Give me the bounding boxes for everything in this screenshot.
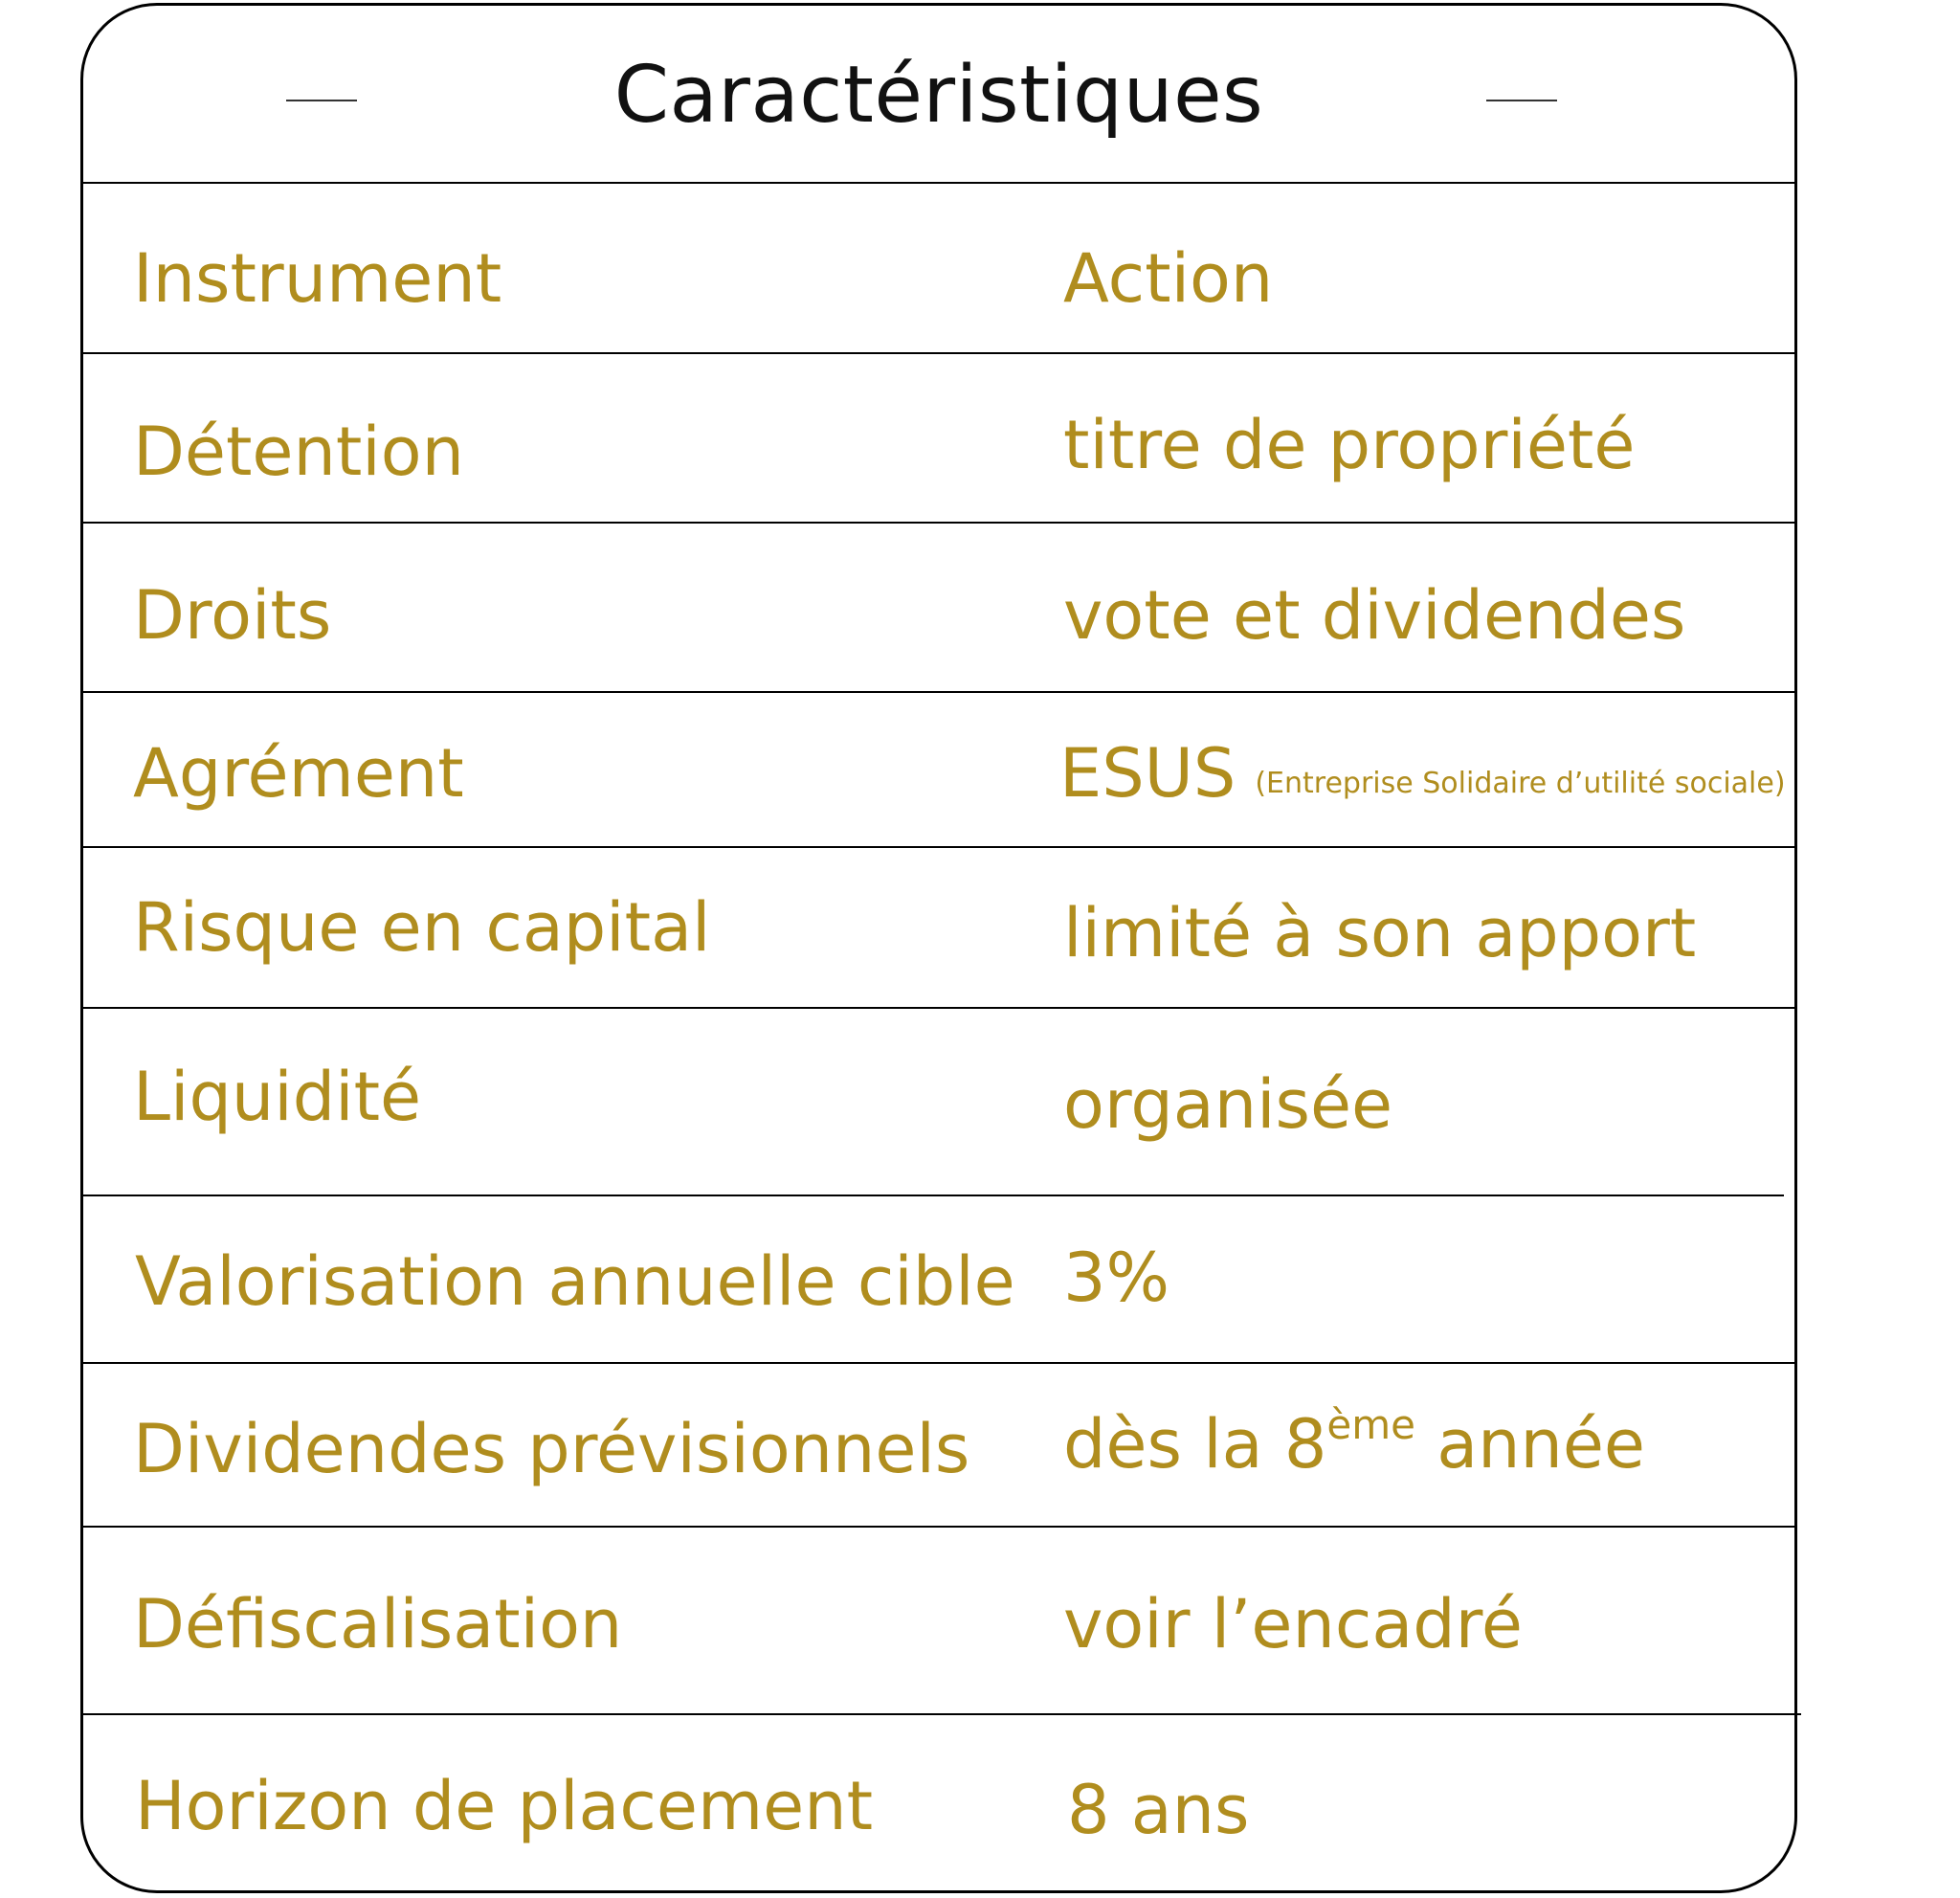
dividend-suffix: année xyxy=(1414,1405,1645,1484)
dividend-superscript: ème xyxy=(1326,1401,1415,1448)
row-agrement xyxy=(83,691,1794,846)
row-instrument xyxy=(83,182,1794,352)
row-value: 3% xyxy=(1063,1239,1170,1317)
row-defiscalisation xyxy=(83,1526,1794,1713)
row-detention xyxy=(83,352,1794,522)
row-value: Action xyxy=(1063,239,1274,318)
row-label: Détention xyxy=(133,413,464,491)
row-value xyxy=(1063,1401,1645,1484)
row-label: Liquidité xyxy=(133,1058,422,1136)
card-header xyxy=(83,6,1794,182)
row-value: 8 ans xyxy=(1067,1771,1250,1849)
row-value: organisée xyxy=(1063,1065,1393,1144)
esus-value: ESUS xyxy=(1059,734,1236,813)
row-value: titre de propriété xyxy=(1063,406,1636,484)
row-label: Valorisation annuelle cible xyxy=(135,1242,1015,1321)
row-dividendes xyxy=(83,1362,1794,1526)
characteristics-card xyxy=(80,3,1797,1893)
row-label: Agrément xyxy=(133,734,464,813)
row-label: Risque en capital xyxy=(133,888,711,967)
row-droits xyxy=(83,522,1794,691)
row-risque xyxy=(83,846,1794,1007)
title-dash-right xyxy=(1486,100,1557,101)
dividend-prefix: dès la 8 xyxy=(1063,1405,1327,1484)
row-value: limité à son apport xyxy=(1063,894,1697,972)
row-valorisation xyxy=(83,1195,1794,1362)
row-label: Horizon de placement xyxy=(135,1767,874,1845)
row-horizon xyxy=(83,1713,1794,1893)
row-value: voir l’encadré xyxy=(1063,1585,1523,1664)
row-liquidite xyxy=(83,1007,1794,1195)
row-value xyxy=(1059,735,1786,822)
row-value: vote et dividendes xyxy=(1063,576,1686,655)
row-label: Droits xyxy=(133,576,332,655)
esus-note: (Entreprise Solidaire d’utilité sociale) xyxy=(1255,767,1786,800)
card-title: Caractéristiques xyxy=(613,50,1264,141)
row-label: Instrument xyxy=(133,239,502,318)
row-label: Dividendes prévisionnels xyxy=(133,1410,970,1488)
row-label: Défiscalisation xyxy=(133,1585,623,1664)
